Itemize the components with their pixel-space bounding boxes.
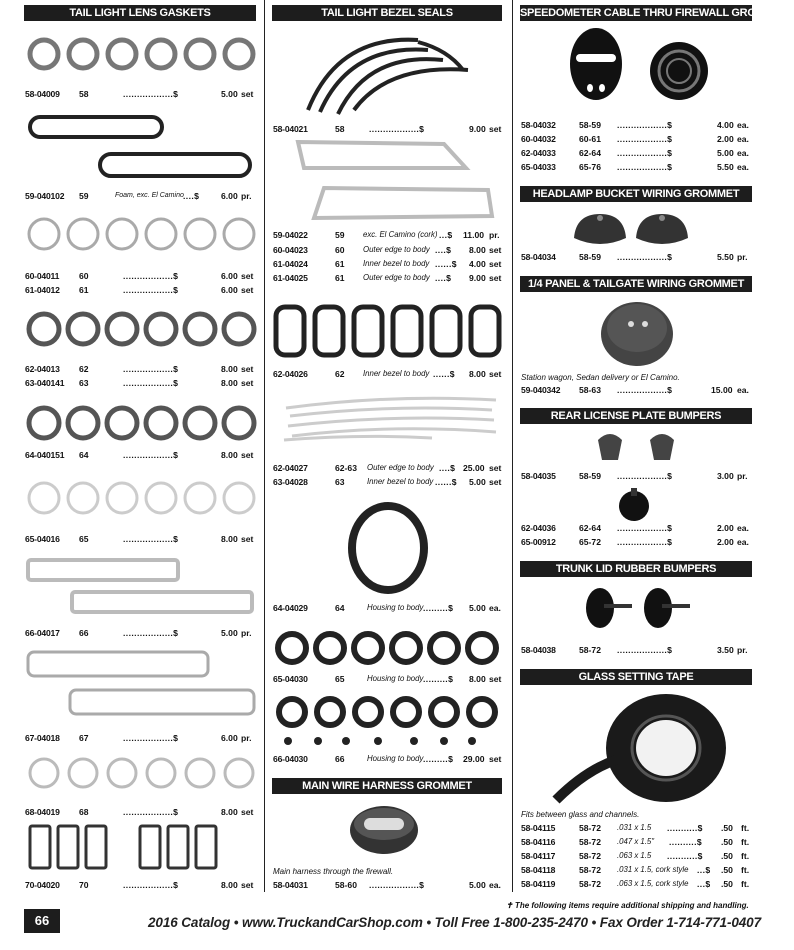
- bezel-seal-image-66: [274, 696, 504, 750]
- section-header-tail-light-bezel-seals: TAIL LIGHT BEZEL SEALS: [272, 5, 502, 21]
- gasket-image-70: [28, 824, 232, 870]
- product-row: 59-04022 59 exc. El Camino (cork) ...$ 11.00 pr.: [273, 230, 500, 240]
- glass-tape-image: [546, 690, 730, 806]
- product-row: 61-04025 61 Outer edge to body ....$ 9.00 set: [273, 273, 502, 283]
- quarter-panel-grommet-image: [598, 298, 676, 368]
- shipping-footnote: ✝ The following items require additional shipping and handling.: [506, 901, 749, 910]
- product-row: 65-04016 65 ..................$ 8.00 set: [25, 534, 254, 544]
- main-wire-grommet-image: [348, 800, 420, 856]
- product-row: 64-040151 64 ..................$ 8.00 set: [25, 450, 254, 460]
- bezel-seal-image-64: [346, 502, 430, 594]
- product-row: 61-04024 61 Inner bezel to body ......$ 4.00 set: [273, 259, 502, 269]
- product-row: 68-04019 68 ..................$ 8.00 set: [25, 807, 254, 817]
- product-row: 60-04011 60 ..................$ 6.00 set: [25, 271, 254, 281]
- quarter-panel-caption: Station wagon, Sedan delivery or El Camino.: [521, 373, 680, 382]
- bezel-seal-image-58: [298, 30, 478, 116]
- product-row: 58-04035 58-59 ..................$ 3.00 pr.: [521, 471, 748, 481]
- product-row: 61-04012 61 ..................$ 6.00 set: [25, 285, 254, 295]
- column-1: [20, 0, 260, 900]
- section-header-tail-light-lens-gaskets: TAIL LIGHT LENS GASKETS: [24, 5, 256, 21]
- product-row: 58-04034 58-59 ..................$ 5.50 pr.: [521, 252, 748, 262]
- product-row: 58-04119 58-72 .063 x 1.5, cork style ...$ .50 ft.: [521, 879, 750, 889]
- product-row: 58-04031 58-60 ..................$ 5.00 ea.: [273, 880, 501, 890]
- product-row: 66-04030 66 Housing to body .........$ 29.00 set: [273, 754, 502, 764]
- glass-tape-caption: Fits between glass and channels.: [521, 810, 640, 819]
- product-row: 60-04023 60 Outer edge to body ....$ 8.00 set: [273, 245, 502, 255]
- product-row: 62-04036 62-64 ..................$ 2.00 ea.: [521, 523, 749, 533]
- gasket-image-65: [26, 480, 254, 516]
- catalog-footer: 2016 Catalog • www.TruckandCarShop.com • Toll Free 1-800-235-2470 • Fax Order 1-714-771-0407: [148, 915, 761, 930]
- product-row: 65-04030 65 Housing to body .........$ 8.00 set: [273, 674, 502, 684]
- main-wire-caption: Main harness through the firewall.: [273, 867, 394, 876]
- product-row: 59-040102 59 Foam, exc. El Camino ....$ 6.00 pr.: [25, 191, 252, 201]
- column-2: [268, 0, 506, 900]
- section-header-main-wire-harness-grommet: MAIN WIRE HARNESS GROMMET: [272, 778, 502, 794]
- speedometer-grommet-image-2: [648, 40, 710, 102]
- bezel-seal-image-59: [294, 138, 498, 222]
- product-row: 62-04033 62-64 ..................$ 5.00 ea.: [521, 148, 749, 158]
- page-number: 66: [24, 909, 60, 933]
- gasket-image-58: [26, 36, 254, 72]
- section-header-glass-setting-tape: GLASS SETTING TAPE: [520, 669, 752, 685]
- bezel-seal-image-62-63: [282, 392, 502, 444]
- product-row: 66-04017 66 ..................$ 5.00 pr.: [25, 628, 252, 638]
- product-row: 67-04018 67 ..................$ 6.00 pr.: [25, 733, 252, 743]
- column-divider: [264, 0, 265, 892]
- product-row: 62-04027 62-63 Outer edge to body ....$ 25.00 set: [273, 463, 502, 473]
- product-row: 58-04009 58 ..................$ 5.00 set: [25, 89, 254, 99]
- trunk-bumper-image: [580, 586, 700, 636]
- section-header-trunk-lid-bumpers: TRUNK LID RUBBER BUMPERS: [520, 561, 752, 577]
- gasket-image-60: [26, 216, 254, 252]
- product-row: 58-04038 58-72 ..................$ 3.50 pr.: [521, 645, 748, 655]
- gasket-image-68: [26, 756, 254, 790]
- product-row: 58-04116 58-72 .047 x 1.5" ..........$ .50 ft.: [521, 837, 750, 847]
- gasket-image-67: [26, 650, 260, 718]
- license-bumper-image-1: [594, 430, 682, 466]
- column-divider: [512, 0, 513, 892]
- product-row: 65-04033 65-76 ..................$ 5.50 ea.: [521, 162, 749, 172]
- gasket-image-59: [28, 114, 262, 180]
- product-row: 58-04115 58-72 .031 x 1.5 ...........$ .50 ft.: [521, 823, 750, 833]
- product-row: 65-00912 65-72 ..................$ 2.00 ea.: [521, 537, 749, 547]
- column-3: [516, 0, 794, 900]
- gasket-image-66: [26, 558, 260, 616]
- section-header-headlamp-grommet: HEADLAMP BUCKET WIRING GROMMET: [520, 186, 752, 202]
- gasket-image-62: [26, 310, 254, 348]
- license-bumper-image-2: [616, 486, 652, 522]
- product-row: 62-04013 62 ..................$ 8.00 set: [25, 364, 254, 374]
- product-row: 63-04028 63 Inner bezel to body ......$ 5.00 set: [273, 477, 502, 487]
- section-header-speedometer-grommets: SPEEDOMETER CABLE THRU FIREWALL GROMMETS: [520, 7, 794, 19]
- product-row: 58-04118 58-72 .031 x 1.5, cork style ...$ .50 ft.: [521, 865, 750, 875]
- section-header-quarter-panel-grommet: 1/4 PANEL & TAILGATE WIRING GROMMET: [520, 276, 752, 292]
- product-row: 58-04021 58 ..................$ 9.00 set: [273, 124, 502, 134]
- product-row: 58-04032 58-59 ..................$ 4.00 ea.: [521, 120, 749, 130]
- product-row: 62-04026 62 Inner bezel to body ......$ 8.00 set: [273, 369, 502, 379]
- product-row: 59-040342 58-63 ..................$ 15.00 ea.: [521, 385, 749, 395]
- section-header-rear-license-bumpers: REAR LICENSE PLATE BUMPERS: [520, 408, 752, 424]
- gasket-image-64: [26, 404, 254, 442]
- product-row: 63-040141 63 ..................$ 8.00 set: [25, 378, 254, 388]
- bezel-seal-image-62: [272, 304, 504, 358]
- speedometer-grommet-image-1: [566, 26, 626, 104]
- bezel-seal-image-65: [274, 630, 504, 666]
- product-row: 58-04117 58-72 .063 x 1.5 ...........$ .50 ft.: [521, 851, 750, 861]
- product-row: 70-04020 70 ..................$ 8.00 set: [25, 880, 254, 890]
- headlamp-grommet-image: [570, 208, 694, 250]
- product-row: 64-04029 64 Housing to body .........$ 5.00 ea.: [273, 603, 501, 613]
- product-row: 60-04032 60-61 ..................$ 2.00 ea.: [521, 134, 749, 144]
